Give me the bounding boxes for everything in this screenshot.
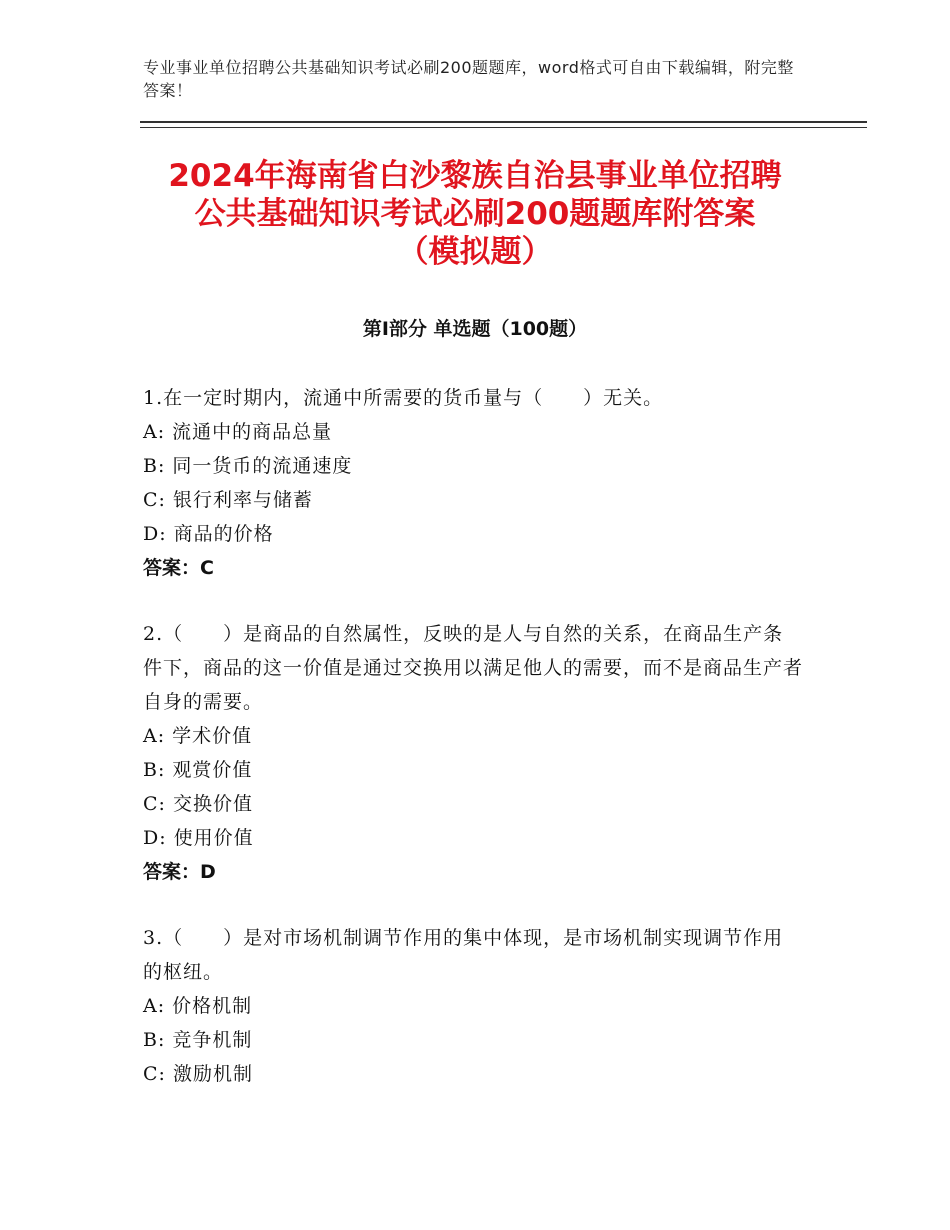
option-d: D: 商品的价格 xyxy=(143,523,274,545)
document-title xyxy=(100,157,850,271)
option-c: C: 激励机制 xyxy=(143,1063,253,1085)
question-list xyxy=(143,381,803,1123)
section-title: 第Ⅰ部分 单选题（100题） xyxy=(362,318,588,340)
header-note: 专业事业单位招聘公共基础知识考试必刷200题题库，word格式可自由下载编辑，附完整答案！ xyxy=(143,58,794,100)
option-b: B: 同一货币的流通速度 xyxy=(143,455,353,477)
option-a: A: 流通中的商品总量 xyxy=(143,421,333,443)
option-a: A: 学术价值 xyxy=(143,725,253,747)
question-2 xyxy=(143,617,803,889)
question-stem: 2.（ ）是商品的自然属性，反映的是人与自然的关系，在商品生产条件下，商品的这一价值是通过交换用以满足他人的需要，而不是商品生产者自身的需要。 xyxy=(143,623,804,713)
option-b: B: 竞争机制 xyxy=(143,1029,253,1051)
question-stem: 3.（ ）是对市场机制调节作用的集中体现，是市场机制实现调节作用的枢纽。 xyxy=(143,927,784,983)
title-line-3: （模拟题） xyxy=(397,234,553,270)
option-c: C: 交换价值 xyxy=(143,793,253,815)
question-3 xyxy=(143,921,803,1091)
answer: 答案：D xyxy=(143,861,216,883)
question-1 xyxy=(143,381,803,585)
option-d: D: 使用价值 xyxy=(143,827,254,849)
option-c: C: 银行利率与储蓄 xyxy=(143,489,313,511)
question-stem: 1.在一定时期内，流通中所需要的货币量与（ ）无关。 xyxy=(143,387,664,409)
answer: 答案：C xyxy=(143,557,214,579)
option-a: A: 价格机制 xyxy=(143,995,253,1017)
title-line-1: 2024年海南省白沙黎族自治县事业单位招聘 xyxy=(168,158,782,194)
option-b: B: 观赏价值 xyxy=(143,759,253,781)
header-divider xyxy=(140,121,867,128)
title-line-2: 公共基础知识考试必刷200题题库附答案 xyxy=(194,196,756,232)
